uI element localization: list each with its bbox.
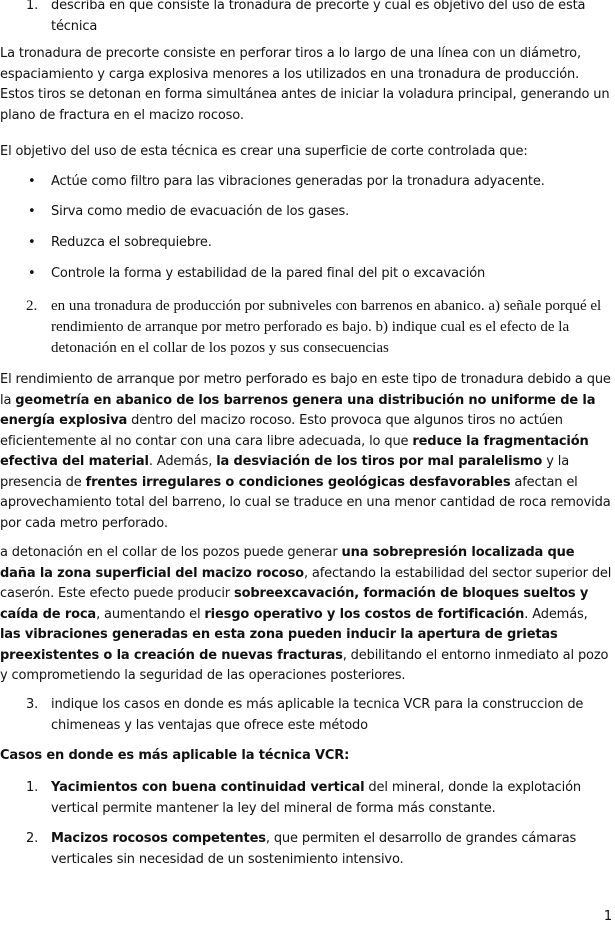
question-text: indique los casos en donde es más aplicable la tecnica VCR para la construccion de chimeneas y las ventajas que ofrece este método (51, 697, 584, 733)
section-heading: Casos en donde es más aplicable la técnica VCR: (0, 748, 350, 763)
list-item-text: Yacimientos con buena continuidad vertical del mineral, donde la explotación vertical permite mantener la ley del mineral de forma más constante. (51, 780, 581, 816)
list-item-text: Sirva como medio de evacuación de los gases. (51, 204, 350, 219)
paragraph-objective-intro: El objetivo del uso de esta técnica es crear una superficie de corte controlada que: (0, 144, 528, 159)
list-item-text: Reduzca el sobrequiebre. (51, 235, 212, 250)
list-item-text: Macizos rocosos competentes, que permiten el desarrollo de grandes cámaras verticales sin necesidad de un sostenimiento intensivo. (51, 831, 577, 867)
page-number: 1 (603, 908, 612, 924)
list-item-number: 1. (26, 780, 39, 795)
paragraph-precorte-definition: La tronadura de precorte consiste en perforar tiros a lo largo de una línea con un diámetro, espaciamiento y carga explosiva menores a los utilizados en una tronadura de producción. Estos tiros se detonan en forma simultánea antes de iniciar la voladura principal, generando un plano de fractura en el macizo rocoso. (0, 46, 610, 123)
question-number: 1. (26, 0, 39, 13)
bullet-icon: • (28, 204, 36, 219)
paragraph-rendimiento: El rendimiento de arranque por metro perforado es bajo en este tipo de tronadura debido a que la geometría en abanico de los barrenos genera una distribución no uniforme de la energía explosiva dentro del macizo rocoso. Esto provoca que algunos tiros no actúen eficientemente al no contar con una cara libre adecuada, lo que reduce la fragmentación efectiva del material. Además, la desviación de los tiros por mal paralelismo y la presencia de frentes irregulares o condiciones geológicas desfavorables afectan el aprovechamiento total del barreno, lo cual se traduce en una menor cantidad de roca removida por cada metro perforado. (0, 372, 611, 531)
list-item-text: Actúe como filtro para las vibraciones generadas por la tronadura adyacente. (51, 174, 545, 189)
list-item-text: Controle la forma y estabilidad de la pared final del pit o excavación (51, 266, 486, 281)
bullet-icon: • (28, 266, 36, 281)
question-text: en una tronadura de producción por subniveles con barrenos en abanico. a) señale porqué el rendimiento de arranque por metro perforado es bajo. b) indique cual es el efecto de la detonación en el collar de los pozos y sus consecuencias (51, 298, 602, 356)
bullet-icon: • (28, 235, 36, 250)
paragraph-collar-detonation: a detonación en el collar de los pozos puede generar una sobrepresión localizada que daña la zona superficial del macizo rocoso, afectando la estabilidad del sector superior del caserón. Este efecto puede producir sobreexcavación, formación de bloques sueltos y caída de roca, aumentando el riesgo operativo y los costos de fortificación. Además, las vibraciones generadas en esta zona pueden inducir la apertura de grietas preexistentes o la creación de nuevas fracturas, debilitando el entorno inmediato al pozo y comprometiendo la seguridad de las operaciones posteriores. (0, 545, 612, 683)
question-text: describa en que consiste la tronadura de precorte y cual es objetivo del uso de esta técnica (51, 0, 586, 34)
list-item-number: 2. (26, 831, 39, 846)
question-number: 2. (26, 298, 38, 314)
bullet-icon: • (28, 174, 36, 189)
question-number: 3. (26, 697, 39, 712)
